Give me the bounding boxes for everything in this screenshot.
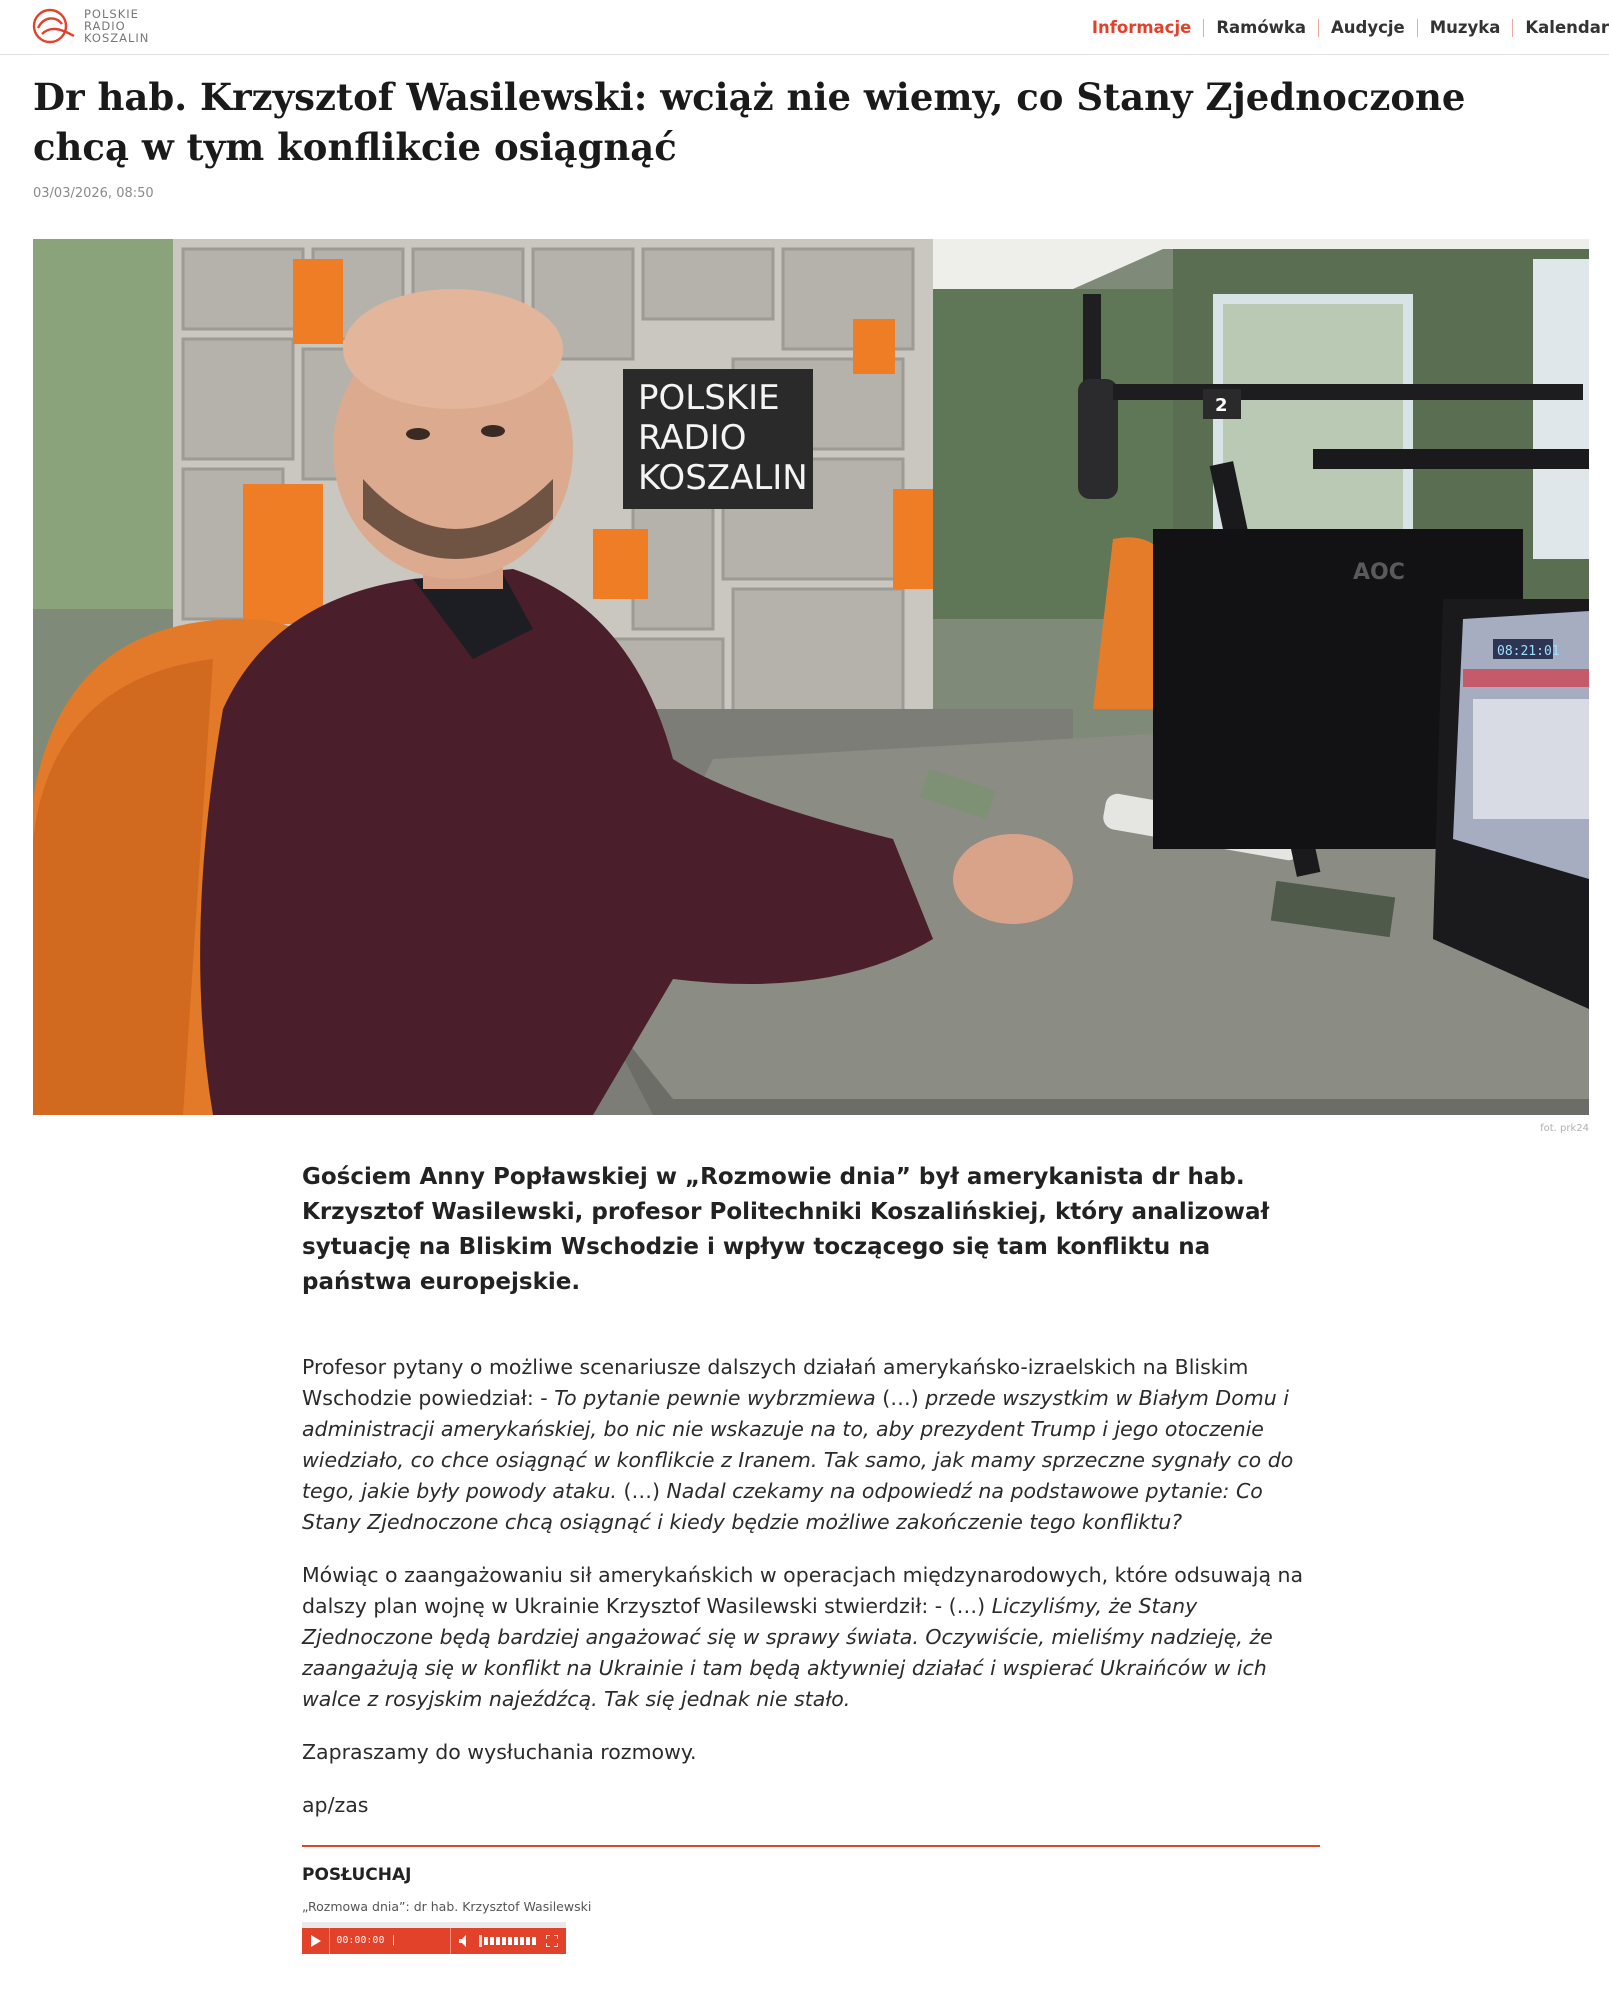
article-paragraph (302, 1560, 1320, 1715)
nav-item-kalendarz[interactable]: Kalendar (1525, 18, 1609, 37)
audio-time: 00:00:00 | 00:00:00 (330, 1928, 451, 1954)
volume-slider-step (496, 1937, 500, 1945)
logo-line: POLSKIE (84, 7, 139, 21)
listen-heading: POSŁUCHAJ (302, 1865, 412, 1885)
wall-sign-text: KOSZALIN (638, 458, 808, 498)
ellipsis-text: (…) (875, 1386, 926, 1410)
site-logo[interactable] (30, 6, 149, 46)
article-paragraph: Zapraszamy do wysłuchania rozmowy. (302, 1740, 697, 1764)
volume-slider-step (532, 1937, 536, 1945)
volume-icon (459, 1935, 471, 1947)
main-nav (1080, 0, 1609, 55)
screen-clock-text: 08:21:01 (1497, 644, 1560, 659)
article-date: 03/03/2026, 08:50 (33, 186, 154, 201)
site-header (0, 0, 1609, 55)
play-button[interactable] (302, 1928, 330, 1954)
volume-slider-step (508, 1937, 512, 1945)
wall-sign-text: RADIO (638, 418, 747, 458)
photo-credit: fot. prk24 (1540, 1123, 1589, 1134)
volume-slider-step (502, 1937, 506, 1945)
listen-section (302, 1845, 1320, 1972)
fullscreen-icon (546, 1935, 558, 1947)
wall-sign-text: POLSKIE (638, 378, 780, 418)
logo-line: RADIO (84, 19, 126, 33)
nav-item-ramowka[interactable]: Ramówka (1216, 18, 1307, 37)
audio-player (302, 1922, 566, 1972)
article-title: Dr hab. Krzysztof Wasilewski: wciąż nie wiemy, co Stany Zjednoczone chcą w tym konflikcie osiągnąć (33, 75, 1466, 169)
paragraph-text: Profesor pytany o możliwe scenariusze dalszych działań amerykańsko-izraelskich na Bliskim Wschodzie powiedział: - (302, 1355, 1249, 1410)
article-author: ap/zas (302, 1793, 369, 1817)
audio-track-title: „Rozmowa dnia”: dr hab. Krzysztof Wasilewski (302, 1899, 592, 1914)
article-paragraph (302, 1352, 1320, 1538)
nav-item-audycje[interactable]: Audycje (1331, 18, 1405, 37)
play-icon (311, 1935, 321, 1947)
volume-slider-handle[interactable] (479, 1935, 482, 1947)
volume-slider-step (490, 1937, 494, 1945)
article-photo (33, 239, 1589, 1115)
ellipsis-text: (…) (616, 1479, 667, 1503)
paragraph-text: Mówiąc o zaangażowaniu sił amerykańskich w operacjach międzynarodowych, które odsuwają na dalszy plan wojnę w Ukrainie Krzysztof Wasilewski stwierdził: - (…) (302, 1563, 1304, 1618)
nav-item-informacje[interactable]: Informacje (1091, 18, 1192, 37)
monitor-brand-text: AOC (1353, 560, 1405, 585)
mic-number-text: 2 (1215, 395, 1228, 416)
logo-wordmark (84, 8, 149, 44)
volume-slider-step (514, 1937, 518, 1945)
studio-photo-illustration (33, 239, 1589, 1115)
quote-text: Liczyliśmy, że Stany Zjednoczone będą bardziej angażować się w sprawy świata. Oczywiście, mieliśmy nadzieję, że zaangażują się w konflikt na Ukrainie i tam będą aktywniej działać i wspierać Ukraińców w ich walce z rosyjskim najeźdźcą. Tak się jednak nie stało. (302, 1594, 1273, 1711)
quote-text: przede wszystkim w Białym Domu i administracji amerykańskiej, bo nic nie wskazuje na to, aby prezydent Trump i jego otoczenie wiedziało, co chce osiągnąć w konflikcie z Iranem. Tak samo, jak mamy sprzeczne sygnały co do tego, jakie były powody ataku. (302, 1386, 1294, 1503)
quote-text: Nadal czekamy na odpowiedź na podstawowe pytanie: Co Stany Zjednoczone chcą osiągnąć i kiedy będzie możliwe zakończenie tego konfliktu? (302, 1479, 1263, 1534)
fullscreen-button[interactable] (538, 1928, 566, 1954)
volume-slider-step (520, 1937, 524, 1945)
volume-slider-step (484, 1937, 488, 1945)
logo-line: KOSZALIN (84, 31, 150, 45)
article-lead: Gościem Anny Popławskiej w „Rozmowie dnia” był amerykanista dr hab. Krzysztof Wasilewski, profesor Politechniki Koszalińskiej, który analizował sytuację na Bliskim Wschodzie i wpływ toczącego się tam konfliktu na państwa europejskie. (302, 1164, 1270, 1295)
quote-text: To pytanie pewnie wybrzmiewa (554, 1386, 876, 1410)
volume-slider[interactable] (479, 1937, 537, 1945)
nav-item-muzyka[interactable]: Muzyka (1429, 18, 1501, 37)
volume-slider-step (526, 1937, 530, 1945)
article-body (302, 1160, 1320, 1821)
mute-button[interactable] (451, 1928, 479, 1954)
radio-logo-icon (30, 6, 80, 46)
